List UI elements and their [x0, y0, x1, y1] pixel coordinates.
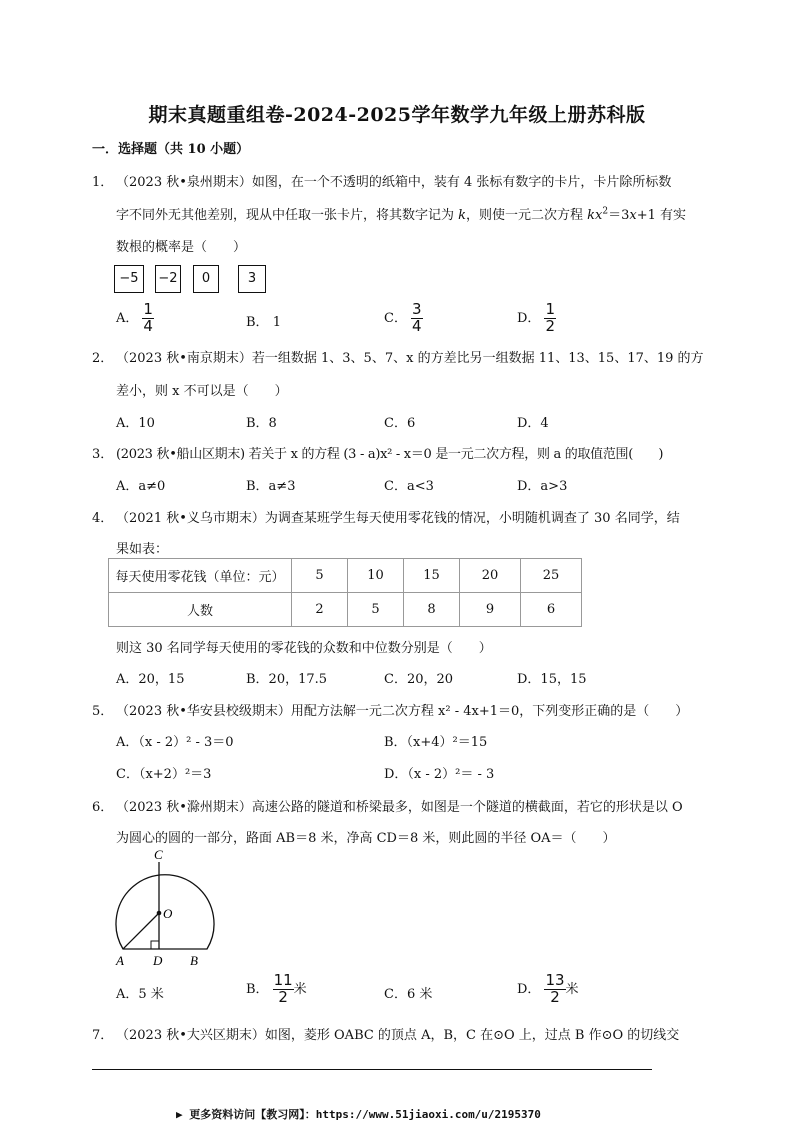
- table-header-cell: 每天使用零花钱（单位：元）: [109, 559, 292, 593]
- q5-line1: （2023 秋•华安县校级期末）用配方法解一元二次方程 x² - 4x+1＝0，下列变形正确的是（ ）: [116, 704, 689, 719]
- table-cell: 6: [521, 593, 582, 627]
- q2-option-d[interactable]: D．4: [517, 416, 549, 431]
- table-cell: 25: [521, 559, 582, 593]
- q3-number: 3．: [92, 447, 114, 462]
- card-3: 0: [193, 265, 219, 293]
- q1-line1: （2023 秋•泉州期末）如图，在一个不透明的纸箱中，装有 4 张标有数字的卡片，卡片除所标数: [116, 175, 672, 190]
- label-d: D: [153, 953, 163, 968]
- q6-option-a[interactable]: A．5 米: [116, 987, 164, 1002]
- table-cell: 5: [292, 559, 348, 593]
- section-heading: 一．选择题（共 10 小题）: [92, 142, 250, 157]
- table-cell: 5: [348, 593, 404, 627]
- table-cell: 20: [460, 559, 521, 593]
- table-row: [109, 559, 582, 593]
- q6-line2: 为圆心的圆的一部分，路面 AB＝8 米，净高 CD＝8 米，则此圆的半径 OA＝（ ）: [116, 831, 616, 846]
- q6-option-c[interactable]: C．6 米: [384, 987, 433, 1002]
- footer-divider: [92, 1069, 652, 1070]
- card-1: −5: [114, 265, 144, 293]
- q4-option-a[interactable]: A．20，15: [116, 672, 185, 687]
- q5-option-b[interactable]: B．（x+4）²＝15: [384, 735, 488, 750]
- q4-option-c[interactable]: C．20，20: [384, 672, 454, 687]
- allowance-table: [108, 558, 582, 627]
- table-cell: 8: [404, 593, 460, 627]
- q1-line2: 字不同外无其他差别，现从中任取一张卡片，将其数字记为 k，则使一元二次方程 $kx^2=3x+1$ 有实: [116, 206, 687, 223]
- q5-option-c[interactable]: C．（x+2）²＝3: [116, 767, 212, 782]
- q4-option-d[interactable]: D．15，15: [517, 672, 587, 687]
- q5-option-d[interactable]: D．（x - 2）²＝ - 3: [384, 767, 495, 782]
- q7-line1: （2023 秋•大兴区期末）如图，菱形 OABC 的顶点 A，B，C 在⊙O 上，过点 B 作⊙O 的切线交: [116, 1028, 680, 1043]
- q7-number: 7．: [92, 1028, 114, 1043]
- segment-oa: [123, 913, 159, 949]
- q5-number: 5．: [92, 704, 114, 719]
- table-row: [109, 593, 582, 627]
- tunnel-figure: [100, 845, 230, 970]
- q3-option-b[interactable]: B．a≠3: [246, 479, 296, 494]
- q1-number: 1．: [92, 175, 114, 190]
- q6-option-d[interactable]: D． $\frac{13}{2}$ 米: [517, 971, 579, 1006]
- table-cell: 15: [404, 559, 460, 593]
- label-c: C: [154, 847, 163, 862]
- q3-line1: (2023 秋•船山区期末) 若关于 x 的方程 (3 - a)x² - x＝0 是一元二次方程，则 a 的取值范围( ): [116, 447, 664, 462]
- q2-option-b[interactable]: B．8: [246, 416, 277, 431]
- q1-option-c[interactable]: C． $\frac{3}{4}$: [384, 300, 422, 335]
- q1-option-a[interactable]: A． $\frac{1}{4}$: [116, 300, 153, 335]
- table-cell: 2: [292, 593, 348, 627]
- card-2: −2: [155, 265, 181, 293]
- q2-line2: 差小，则 x 不可以是（ ）: [116, 384, 288, 399]
- q4-line2: 果如表：: [116, 542, 169, 557]
- table-header-cell: 人数: [109, 593, 292, 627]
- center-point: [157, 911, 162, 916]
- q1-line3: 数根的概率是（ ）: [116, 240, 247, 255]
- q2-option-c[interactable]: C．6: [384, 416, 416, 431]
- q6-option-b[interactable]: B． $\frac{11}{2}$ 米: [246, 971, 307, 1006]
- q5-option-a[interactable]: A．（x - 2）² - 3＝0: [116, 735, 234, 750]
- q4-line3: 则这 30 名同学每天使用的零花钱的众数和中位数分别是（ ）: [116, 641, 492, 656]
- q1-option-b[interactable]: B． 1: [246, 315, 281, 330]
- q2-number: 2．: [92, 351, 114, 366]
- label-o: O: [163, 906, 173, 921]
- page-title: 期末真题重组卷-2024-2025学年数学九年级上册苏科版: [148, 104, 646, 126]
- q1-option-d[interactable]: D． $\frac{1}{2}$: [517, 300, 555, 335]
- footer-link[interactable]: ▶ 更多资料访问【教习网】：https://www.51jiaoxi.com/u/2195370: [176, 1108, 541, 1121]
- card-4: 3: [238, 265, 266, 293]
- q3-option-c[interactable]: C．a<3: [384, 479, 434, 494]
- right-angle-mark: [151, 941, 159, 949]
- q6-number: 6．: [92, 800, 114, 815]
- label-a: A: [116, 953, 124, 968]
- q4-number: 4．: [92, 511, 114, 526]
- q6-line1: （2023 秋•滁州期末）高速公路的隧道和桥梁最多，如图是一个隧道的横截面，若它的形状是以 O: [116, 800, 683, 815]
- q4-option-b[interactable]: B．20，17.5: [246, 672, 328, 687]
- q4-line1: （2021 秋•义乌市期末）为调查某班学生每天使用零花钱的情况，小明随机调查了 30 名同学，结: [116, 511, 680, 526]
- label-b: B: [190, 953, 198, 968]
- q3-option-d[interactable]: D．a>3: [517, 479, 568, 494]
- q2-line1: （2023 秋•南京期末）若一组数据 1、3、5、7、x 的方差比另一组数据 11、13、15、17、19 的方: [116, 351, 704, 366]
- q2-option-a[interactable]: A．10: [116, 416, 155, 431]
- q3-option-a[interactable]: A．a≠0: [116, 479, 166, 494]
- table-cell: 10: [348, 559, 404, 593]
- table-cell: 9: [460, 593, 521, 627]
